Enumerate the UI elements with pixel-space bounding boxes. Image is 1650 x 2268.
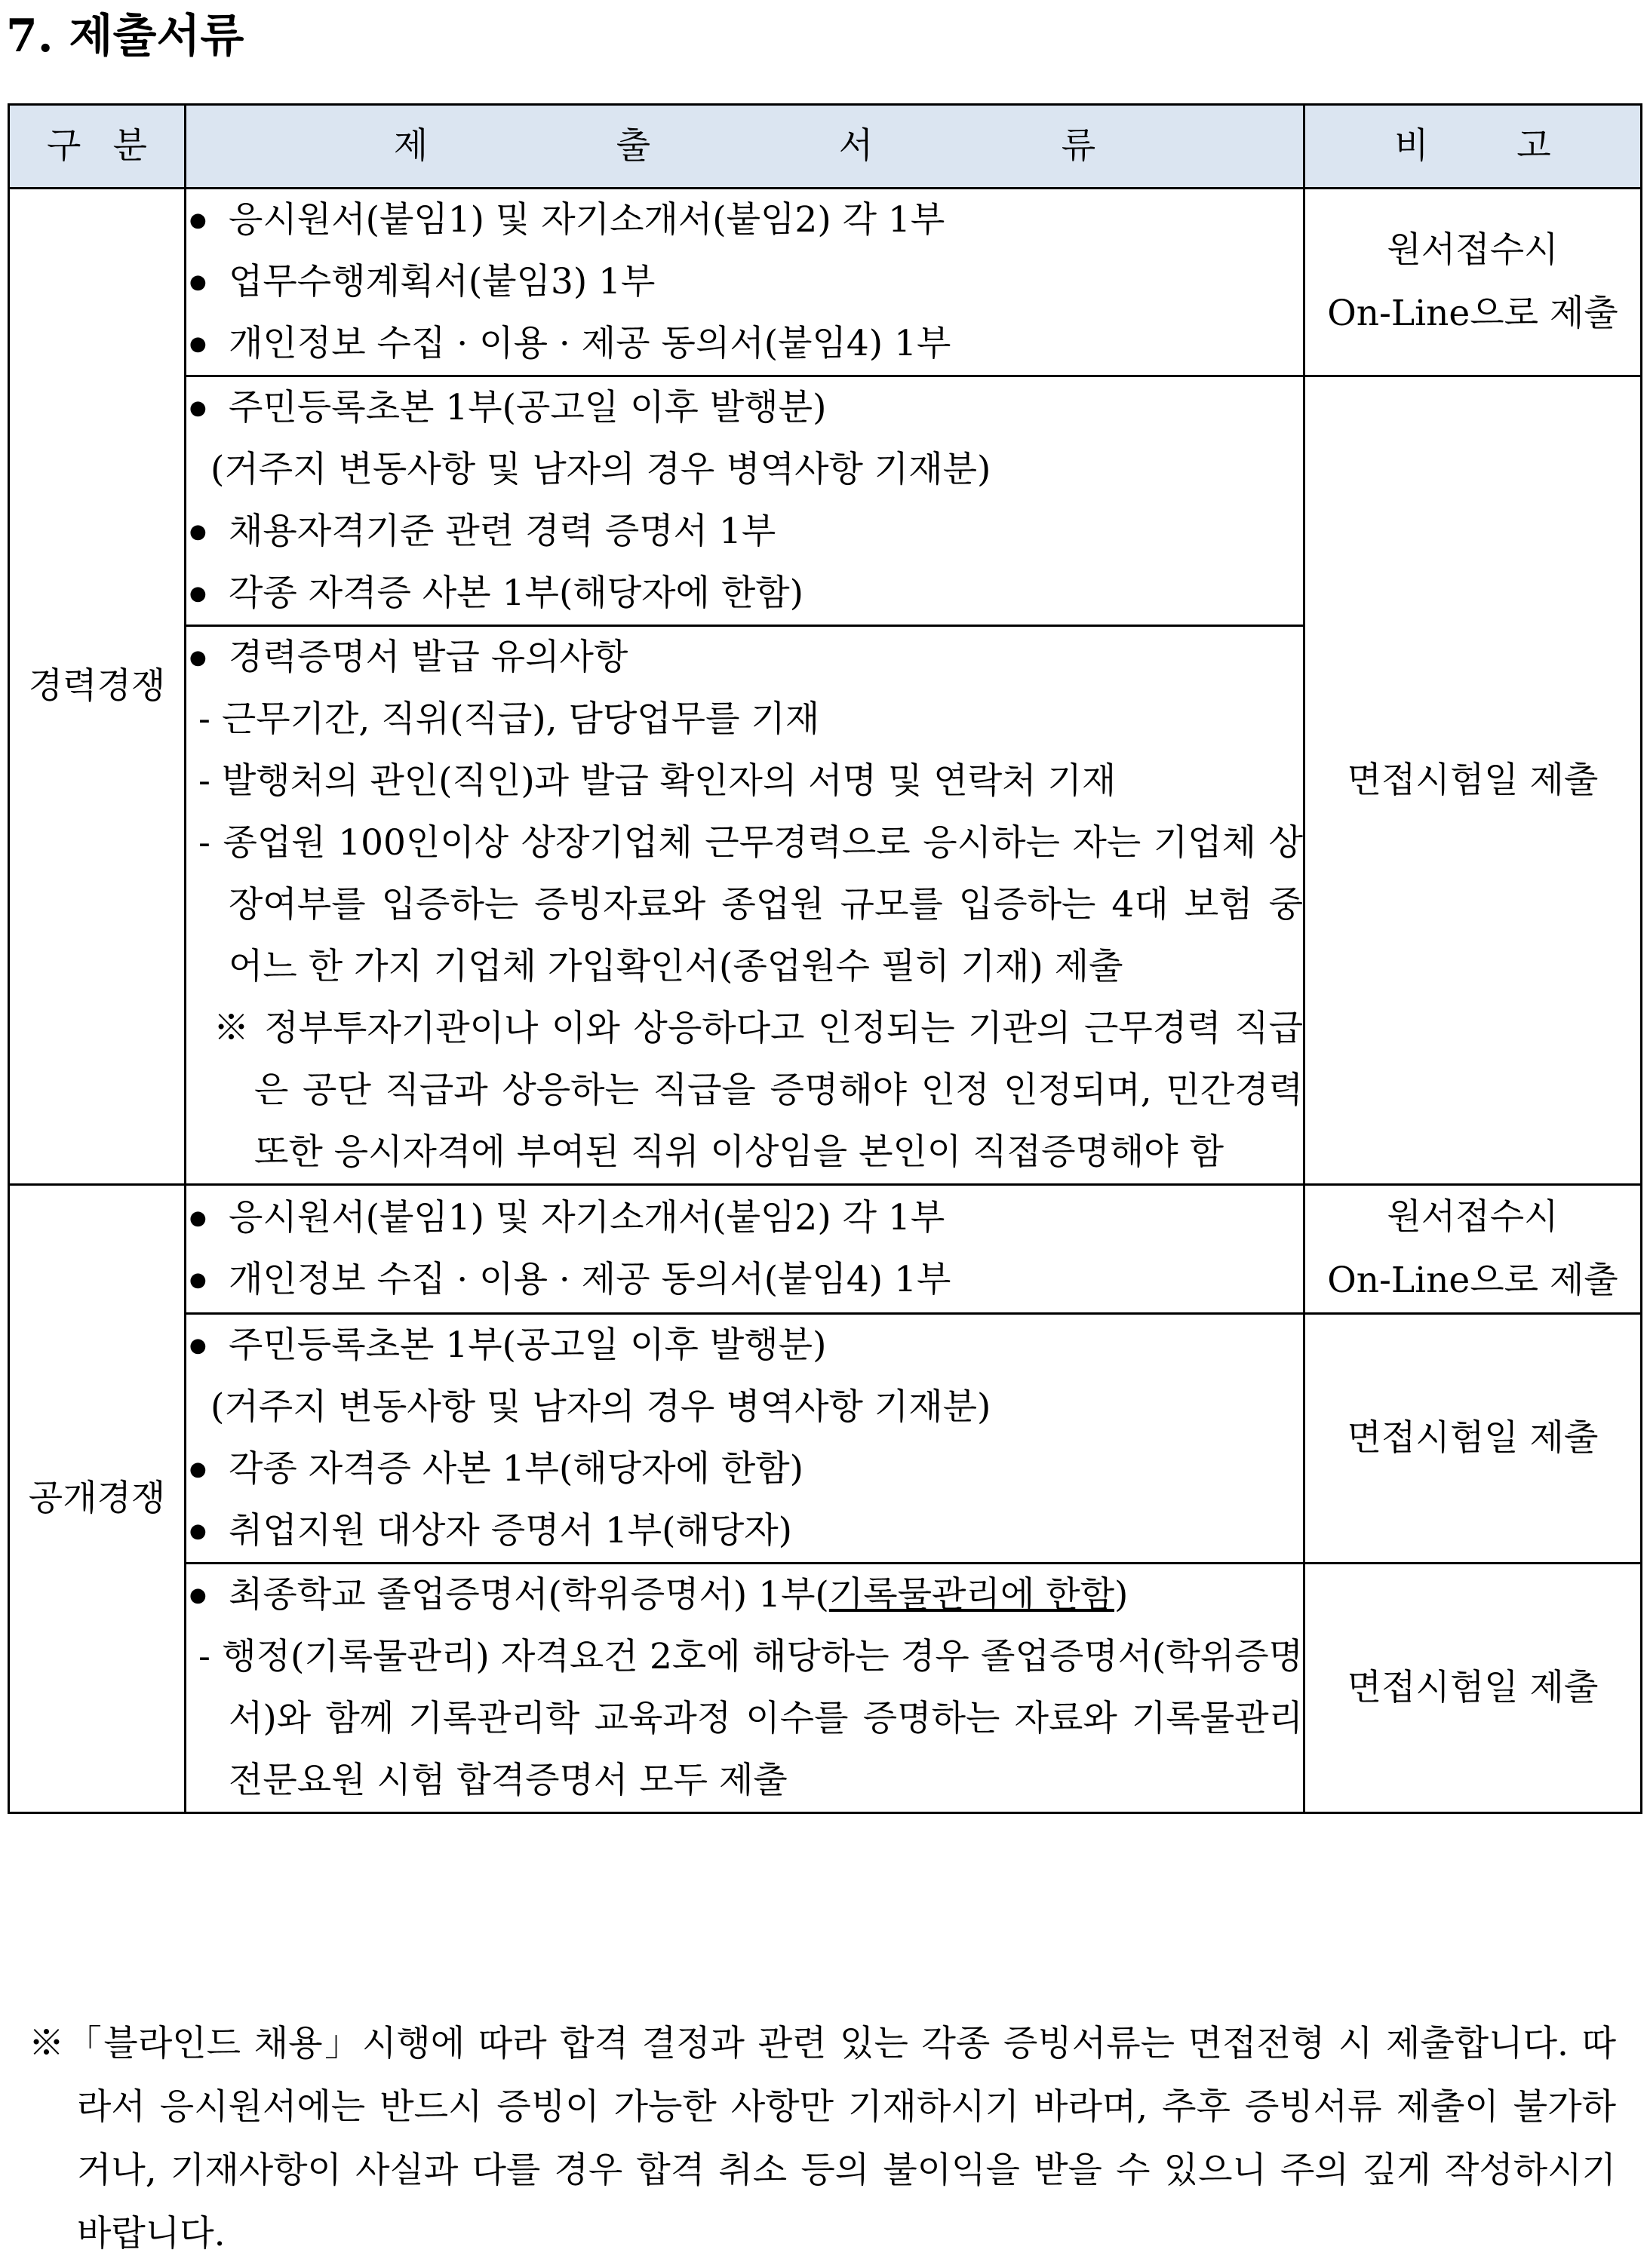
- header-category: 구 분: [9, 105, 186, 189]
- reference-note: ※ 정부투자기관이나 이와 상응하다고 인정되는 기관의 근무경력 직급은 공단 직급과 상응하는 직급을 증명해야 인정 인정되며, 민간경력 또한 응시자격에 부여된 직위 이상임을 본인이 직접증명해야 함: [214, 1008, 1303, 1173]
- list-item-note: (거주지 변동사항 및 남자의 경우 병역사항 기재분): [210, 1386, 991, 1428]
- remark-interview: 면접시험일 제출: [1304, 1564, 1642, 1813]
- list-item: ● 최종학교 졸업증명서(학위증명서) 1부(기록물관리에 한함): [186, 1564, 1303, 1626]
- open-records-docs: [186, 1564, 1304, 1813]
- table-header-row: [9, 105, 1642, 189]
- list-item: ● 채용자격기준 관련 경력 증명서 1부: [186, 501, 1303, 563]
- header-documents: 제 출 서 류: [186, 105, 1304, 189]
- list-item: ● 응시원서(붙임1) 및 자기소개서(붙임2) 각 1부: [186, 189, 1303, 251]
- list-item: ● 주민등록초본 1부(공고일 이후 발행분): [186, 377, 1303, 439]
- section-title: 7. 제출서류: [6, 10, 244, 63]
- list-item: ● 각종 자격증 사본 1부(해당자에 한함): [186, 1438, 1303, 1500]
- career-interview-docs: [186, 376, 1304, 626]
- list-item: ● 개인정보 수집 · 이용 · 제공 동의서(붙임4) 1부: [186, 1249, 1303, 1311]
- career-basic-docs: [186, 189, 1304, 376]
- header-remarks: 비 고: [1304, 105, 1642, 189]
- list-item: ● 각종 자격증 사본 1부(해당자에 한함): [186, 563, 1303, 625]
- table-row: [9, 1564, 1642, 1813]
- table-row: [9, 189, 1642, 376]
- table-row: [9, 1185, 1642, 1314]
- category-open: 공개경쟁: [9, 1185, 186, 1813]
- category-career: 경력경쟁: [9, 189, 186, 1185]
- career-certificate-notes: [186, 626, 1304, 1185]
- list-item: ● 주민등록초본 1부(공고일 이후 발행분): [186, 1315, 1303, 1376]
- note-item: - 근무기간, 직위(직급), 담당업무를 기재: [198, 698, 820, 740]
- note-item: - 발행처의 관인(직인)과 발급 확인자의 서명 및 연락처 기재: [198, 760, 1117, 802]
- remark-online: 원서접수시 On-Line으로 제출: [1304, 1185, 1642, 1314]
- remark-interview: 면접시험일 제출: [1304, 1314, 1642, 1564]
- remark-online: 원서접수시 On-Line으로 제출: [1304, 189, 1642, 376]
- table-row: [9, 1314, 1642, 1564]
- documents-table: [8, 103, 1642, 1814]
- remark-interview: 면접시험일 제출: [1304, 376, 1642, 1185]
- open-basic-docs: [186, 1185, 1304, 1314]
- list-item: ● 경력증명서 발급 유의사항: [186, 627, 1303, 689]
- list-item: ● 취업지원 대상자 증명서 1부(해당자): [186, 1500, 1303, 1562]
- note-item: - 행정(기록물관리) 자격요건 2호에 해당하는 경우 졸업증명서(학위증명서)와 함께 기록관리학 교육과정 이수를 증명하는 자료와 기록물관리 전문요원 시험 합격증명서 모두 제출: [198, 1636, 1303, 1801]
- open-interview-docs: [186, 1314, 1304, 1564]
- list-item: ● 응시원서(붙임1) 및 자기소개서(붙임2) 각 1부: [186, 1187, 1303, 1249]
- list-item: ● 업무수행계획서(붙임3) 1부: [186, 251, 1303, 313]
- blind-hiring-footnote: ※「블라인드 채용」시행에 따라 합격 결정과 관련 있는 각종 증빙서류는 면접전형 시 제출합니다. 따라서 응시원서에는 반드시 증빙이 가능한 사항만 기재하시기 바라며, 추후 증빙서류 제출이 불가하거나, 기재사항이 사실과 다를 경우 합격 취소 등의 불이익을 받을 수 있으니 주의 깊게 작성하시기 바랍니다.: [29, 2023, 1616, 2254]
- table-row: [9, 376, 1642, 626]
- list-item: ● 개인정보 수집 · 이용 · 제공 동의서(붙임4) 1부: [186, 313, 1303, 375]
- list-item-note: (거주지 변동사항 및 남자의 경우 병역사항 기재분): [210, 449, 991, 490]
- note-item: - 종업원 100인이상 상장기업체 근무경력으로 응시하는 자는 기업체 상장여부를 입증하는 증빙자료와 종업원 규모를 입증하는 4대 보험 중 어느 한 가지 기업체 가입확인서(종업원수 필히 기재) 제출: [198, 822, 1303, 987]
